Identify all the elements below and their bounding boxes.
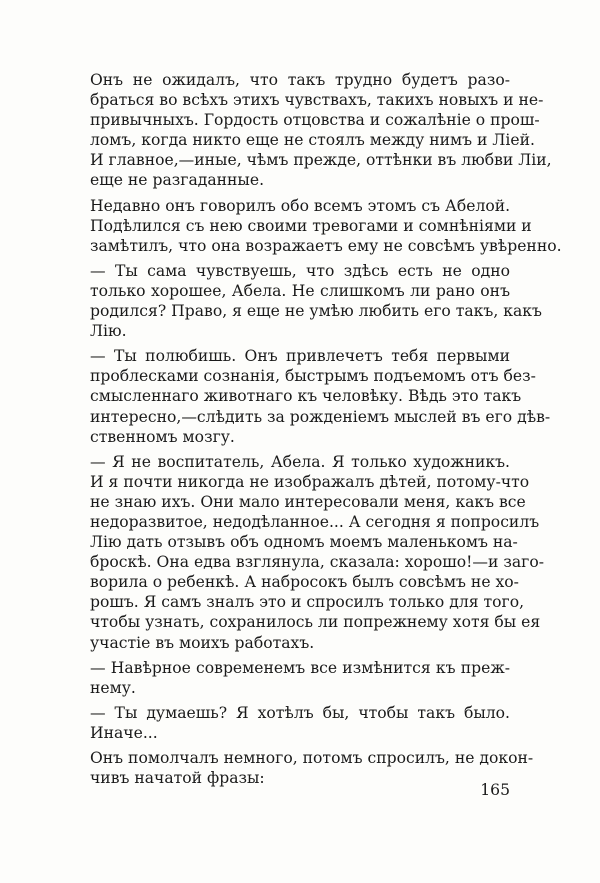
text-line: Иначе... [90,723,158,742]
text-line: замѣтилъ, что она возражаетъ ему не совсѣмъ увѣренно. [90,236,562,255]
text-line: Лію. [90,322,127,341]
text-line: интересно,—слѣдить за рожденіемъ мыслей въ его дѣв- [90,407,551,426]
paragraph [90,452,545,653]
text-line: ломъ, когда никто еще не стоялъ между нимъ и Ліей. [90,131,535,150]
paragraph [90,196,562,256]
text-line: — Навѣрное современемъ все измѣнится къ преж- [90,658,510,677]
page-number: 165 [480,781,510,799]
text-line: — Я не воспитатель, Абела. Я только художникъ. [90,452,510,471]
text-line: смысленнаго животнаго къ человѣку. Вѣдь это такъ [90,387,522,406]
text-line: ственномъ мозгу. [90,427,235,446]
text-line: проблесками сознанія, быстрымъ подъемомъ отъ без- [90,367,536,386]
paragraph [90,346,551,446]
body-text [90,70,562,793]
paragraph [90,748,534,788]
text-line: Онъ помолчалъ немного, потомъ спросилъ, не докон- [90,749,534,767]
text-line: привычныхъ. Гордость отцовства и сожалѣніе о прош- [90,111,540,130]
paragraph [90,70,552,191]
text-line: не знаю ихъ. Они мало интересовали меня, какъ все [90,492,526,511]
text-line: участіе въ моихъ работахъ. [90,633,315,652]
text-line: Недавно онъ говорилъ обо всемъ этомъ съ Абелой. [90,196,511,215]
paragraph [90,703,510,743]
text-line: родился? Право, я еще не умѣю любить его такъ, какъ [90,302,542,321]
text-line: Подѣлился съ нею своими тревогами и сомнѣніями и [90,216,532,235]
text-line: рошъ. Я самъ зналъ это и спросилъ только для того, [90,593,525,612]
text-line: И главное,—иные, чѣмъ прежде, оттѣнки въ любви Ліи, [90,151,552,170]
text-line: недоразвитое, недодѣланное... А сегодня я попросилъ [90,512,540,531]
text-line: И я почти никогда не изображалъ дѣтей, потому-что [90,472,530,491]
text-line: — Ты думаешь? Я хотѣлъ бы, чтобы такъ было. [90,703,510,722]
text-line: браться во всѣхъ этихъ чувствахъ, такихъ новыхъ и не- [90,91,544,110]
text-line: — Ты сама чувствуешь, что здѣсь есть не одно [90,261,510,280]
text-line: нему. [90,678,136,697]
paragraph [90,261,542,341]
text-line: броскѣ. Она едва взглянула, сказала: хорошо!—и заго- [90,553,545,572]
text-line: чтобы узнать, сохранилось ли попрежнему хотя бы ея [90,613,541,632]
paragraph [90,658,510,698]
text-line: — Ты полюбишь. Онъ привлечетъ тебя первыми [90,347,510,366]
text-line: ворила о ребенкѣ. А набросокъ былъ совсѣмъ не хо- [90,573,519,592]
text-line: Лію дать отзывъ объ одномъ моемъ маленькомъ на- [90,533,518,552]
text-line: еще не разгаданные. [90,171,265,190]
text-line: только хорошее, Абела. Не слишкомъ ли рано онъ [90,281,510,300]
text-line: чивъ начатой фразы: [90,769,265,788]
text-line: Онъ не ожидалъ, что такъ трудно будетъ разо- [90,71,510,89]
